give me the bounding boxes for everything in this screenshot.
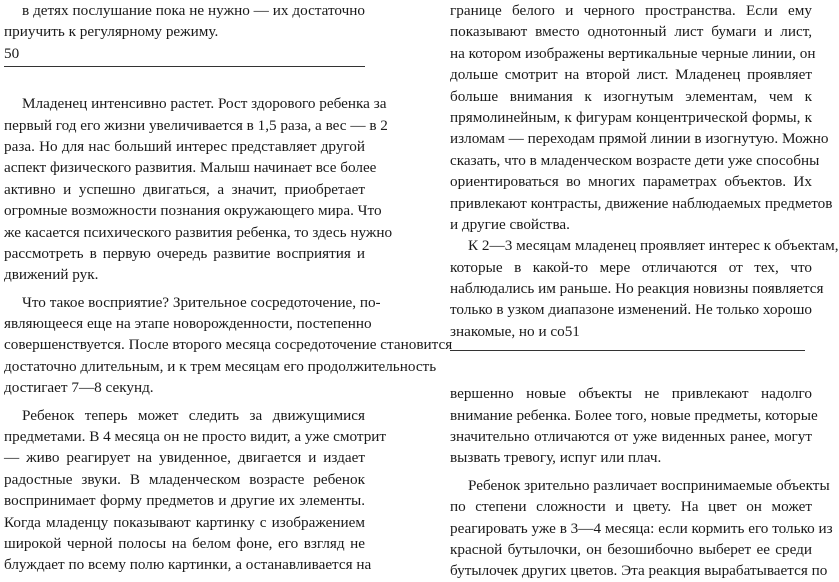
text-line: же касается психического развития ребенка, то здесь нужно: [4, 223, 393, 241]
text-line: показывают вместо однотонный лист бумаги и лист,: [450, 23, 812, 41]
text-line: Ребенок зрительно различает воспринимаемые объекты: [468, 476, 830, 494]
text-line: наблюдались им раньше. Но реакция новизны появляется: [450, 280, 824, 298]
text-line: первый год его жизни увеличивается в 1,5 раза, а вес — в 2: [4, 116, 388, 134]
text-line: только в узком диапазоне изменений. Не только хорошо: [450, 301, 812, 319]
text-line: которые в какой-то мере отличаются от тех, что: [450, 258, 812, 276]
text-line: внимание ребенка. Более того, новые предметы, которые: [450, 406, 818, 424]
text-line: прямолинейным, к фигурам концентрической формы, к: [450, 108, 812, 126]
paragraph: [450, 475, 833, 582]
text-line: знакомые, но и со51: [450, 322, 580, 340]
paragraph: [4, 292, 453, 399]
paragraph: [450, 235, 839, 342]
text-line: в детях послушание пока не нужно — их достаточно: [22, 2, 365, 19]
text-line: радостные звуки. В младенческом возрасте ребенок: [4, 470, 365, 488]
paragraph: [450, 383, 818, 469]
text-line: на котором изображены вертикальные черные линии, он: [450, 44, 816, 62]
text-line: вершенно новые объекты не привлекают надолго: [450, 385, 812, 403]
text-line: широкой черной полосы на белом фоне, его взгляд не: [4, 534, 365, 552]
left-column: [4, 0, 453, 576]
text-line: К 2—3 месяцам младенец проявляет интерес к объектам,: [468, 237, 839, 255]
text-line: сказать, что в младенческом возрасте дети уже способны: [450, 151, 820, 169]
text-line: воспринимает форму предметов и другие их элементы.: [4, 492, 365, 510]
text-line: — живо реагирует на увиденное, двигается и издает: [4, 449, 365, 467]
text-line: активно и успешно двигаться, а значит, приобретает: [4, 180, 365, 198]
text-line: Когда младенцу показывают картинку с изображением: [4, 513, 365, 531]
paragraph: [4, 405, 387, 576]
text-line: совершенствуется. После второго месяца сосредоточение становится: [4, 336, 453, 354]
text-line: привлекают контрасты, движение наблюдаемых предметов: [450, 194, 833, 212]
text-line: предметами. В 4 месяца он не просто видит, а уже смотрит: [4, 428, 387, 446]
text-line: достаточно длительным, и к трем месяцам его продолжительность: [4, 357, 437, 375]
text-line: приучить к регулярному режиму.: [4, 23, 219, 41]
text-line: и другие свойства.: [450, 215, 570, 233]
text-line: дольше смотрит на второй лист. Младенец проявляет: [450, 66, 812, 84]
page-number: 50: [4, 44, 20, 62]
text-line: красной бутылочки, он безошибочно выберет ее среди: [450, 540, 812, 558]
right-column: [450, 0, 839, 582]
text-line: движений рук.: [4, 266, 99, 284]
text-line: Ребенок теперь может следить за движущимися: [22, 406, 365, 424]
text-line: блуждает по всему полю картинки, а останавливается на: [4, 556, 372, 574]
text-line: Что такое восприятие? Зрительное сосредоточение, по-: [22, 293, 381, 311]
text-line: по степени сложности и цвету. На цвет он может: [450, 498, 812, 516]
text-line: ориентироваться во многих параметрах объектов. Их: [450, 173, 812, 191]
text-line: вызвать тревогу, испуг или плач.: [450, 449, 662, 467]
text-line: раза. Но для нас больший интерес представляет другой: [4, 137, 365, 155]
text-line: больше внимания к изогнутым элементам, чем к: [450, 87, 812, 105]
text-line: являющееся еще на этапе новорожденности, постепенно: [4, 315, 372, 333]
text-line: изломам — переходам прямой линии в изогнутую. Можно: [450, 130, 829, 148]
text-line: рассмотреть в первую очередь развитие восприятия и: [4, 244, 365, 262]
text-line: реагировать уже в 3—4 месяца: если кормить его только из: [450, 519, 833, 537]
paragraph: [4, 93, 393, 286]
text-line: достигает 7—8 секунд.: [4, 379, 154, 397]
text-line: аспект физического развития. Малыш начинает все более: [4, 159, 377, 177]
text-line: границе белого и черного пространства. Если ему: [450, 2, 812, 19]
text-line: значительно отличаются от уже виденных ранее, могут: [450, 428, 812, 446]
text-line: Младенец интенсивно растет. Рост здорового ребенка за: [22, 95, 387, 113]
text-line: огромные возможности познания окружающего мира. Что: [4, 202, 382, 220]
text-line: бутылочек других цветов. Эта реакция вырабатывается по: [450, 562, 828, 580]
paragraph: [450, 0, 833, 235]
